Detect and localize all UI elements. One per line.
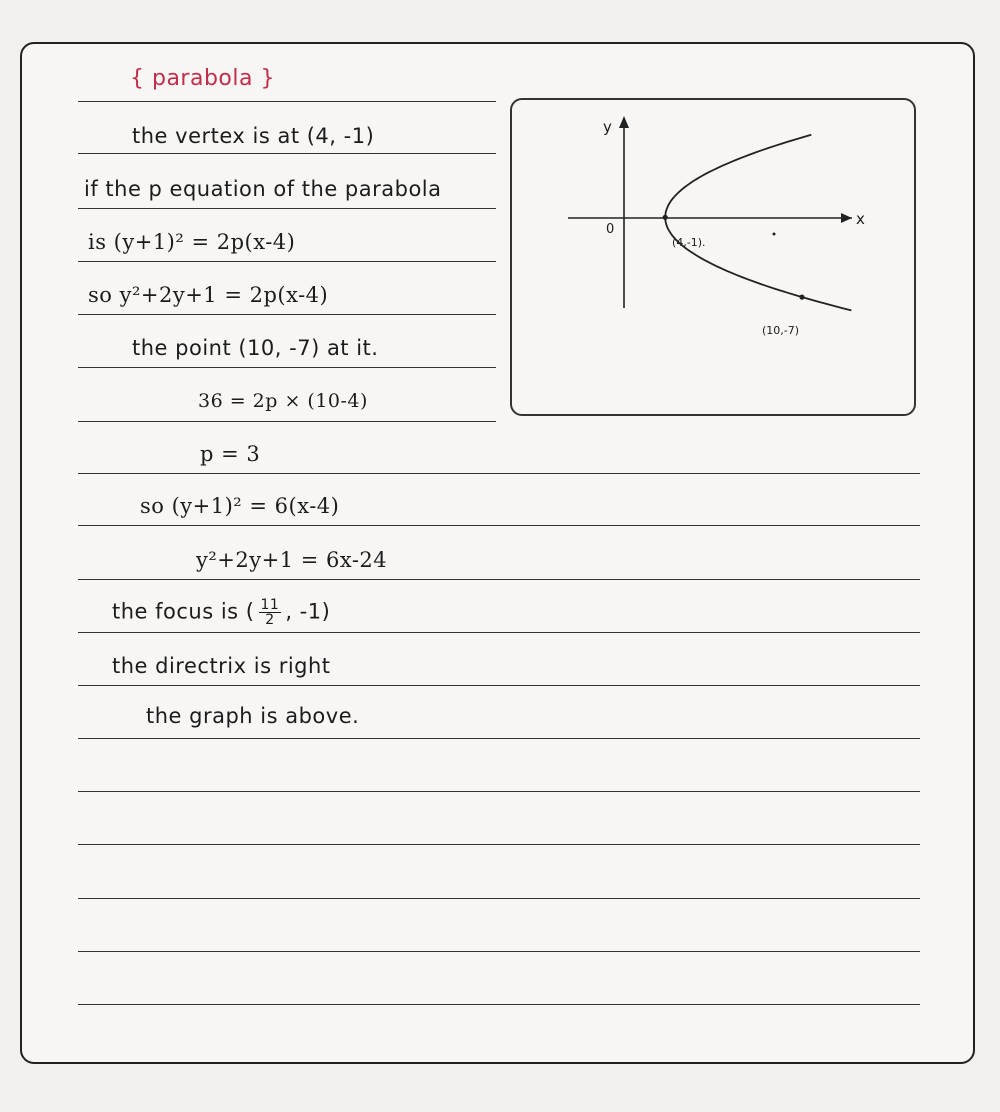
focus-denominator: 2 (265, 612, 275, 628)
focus-dot (773, 233, 776, 236)
y-axis-label: y (603, 118, 612, 136)
given-point-marker (799, 295, 804, 300)
ruled-line (78, 208, 496, 209)
ruled-line (78, 473, 920, 474)
x-axis-label: x (856, 210, 865, 228)
focus-numerator: 11 (260, 597, 280, 613)
parabola-graph (510, 98, 916, 416)
ruled-line (78, 314, 496, 315)
ruled-line (78, 579, 920, 580)
ruled-line (78, 738, 920, 739)
ruled-line (78, 525, 920, 526)
vertex-point (663, 215, 668, 220)
ruled-line (78, 791, 920, 792)
page-title: { parabola } (130, 66, 275, 91)
ruled-line (78, 153, 496, 154)
ruled-line (78, 951, 920, 952)
ruled-line (78, 261, 496, 262)
ruled-line (78, 844, 920, 845)
equation-intro-line: if the p equation of the parabola (84, 177, 442, 201)
final-equation-line: so (y+1)² = 6(x-4) (140, 494, 340, 518)
origin-label: 0 (606, 222, 615, 237)
vertex-label: (4,-1). (672, 236, 706, 249)
y-axis-arrow (619, 116, 629, 128)
ruled-line (78, 421, 496, 422)
focus-suffix: , -1) (285, 599, 331, 624)
x-axis-arrow (841, 213, 852, 223)
graph-note-line: the graph is above. (146, 704, 360, 728)
substitution-line: 36 = 2p × (10-4) (198, 390, 368, 412)
parabola-curve (665, 135, 851, 311)
parabola-graph-svg (512, 100, 914, 414)
expanded-equation-line: so y²+2y+1 = 2p(x-4) (88, 283, 329, 307)
directrix-line: the directrix is right (112, 654, 331, 678)
focus-line (112, 598, 330, 627)
p-value-line: p = 3 (200, 442, 261, 466)
ruled-line (78, 101, 496, 102)
ruled-line (78, 632, 920, 633)
focus-prefix: the focus is ( (112, 599, 255, 624)
vertex-line: the vertex is at (4, -1) (132, 124, 375, 148)
point-label: (10,-7) (762, 324, 800, 337)
ruled-line (78, 685, 920, 686)
notebook-page (20, 42, 975, 1064)
given-point-line: the point (10, -7) at it. (132, 336, 379, 360)
focus-fraction (259, 598, 282, 627)
ruled-line (78, 1004, 920, 1005)
standard-equation-line: is (y+1)² = 2p(x-4) (88, 230, 296, 254)
ruled-line (78, 367, 496, 368)
ruled-line (78, 898, 920, 899)
final-expanded-line: y²+2y+1 = 6x-24 (196, 548, 388, 572)
